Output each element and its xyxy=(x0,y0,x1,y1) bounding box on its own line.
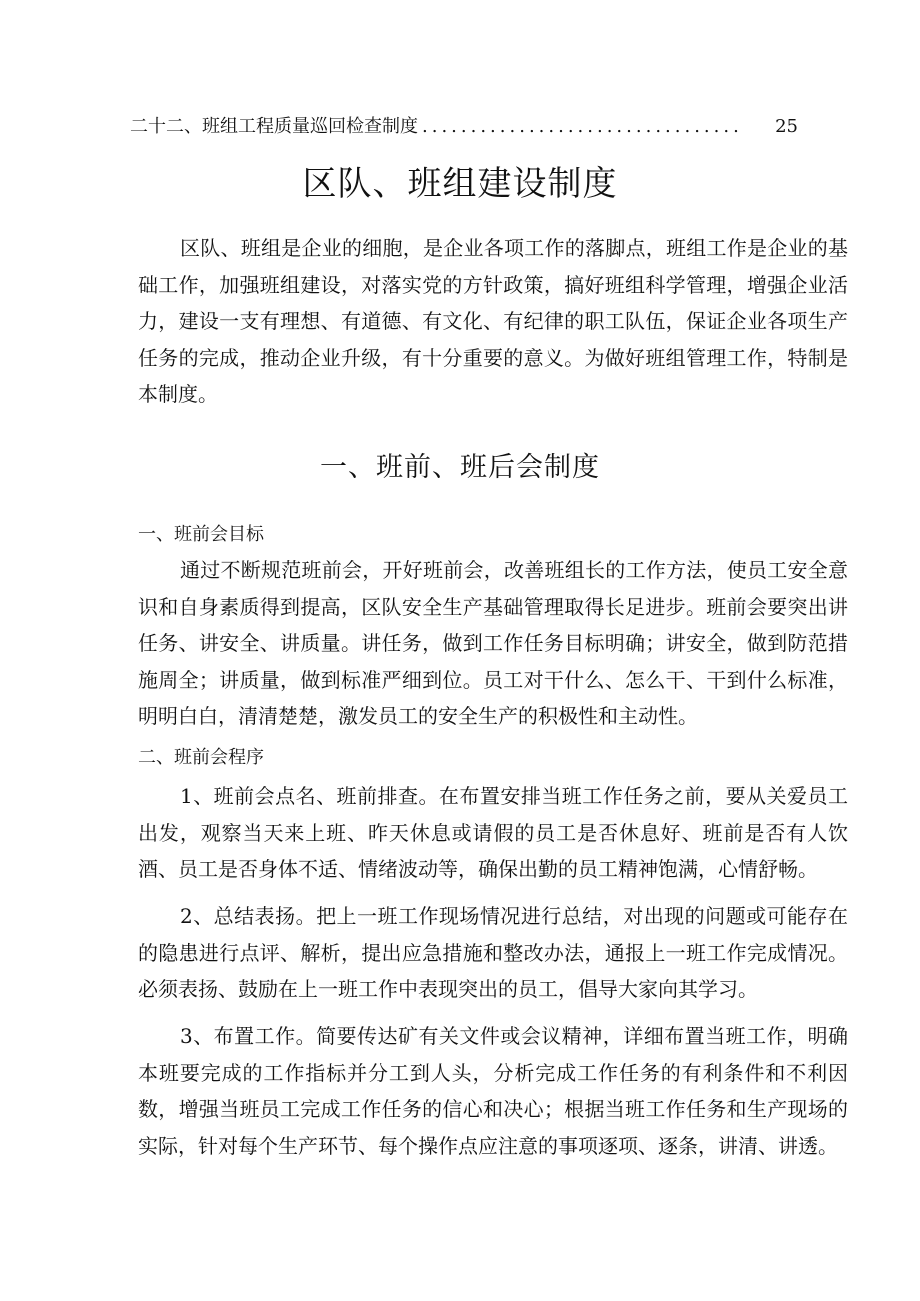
intro-paragraph: 区队、班组是企业的细胞，是企业各项工作的落脚点，班组工作是企业的基础工作，加强班组建设，对落实党的方针政策，搞好班组科学管理，增强企业活力，建设一支有理想、有道德、有文化、有纪律的职工队伍，保证企业各项生产任务的完成，推动企业升级，有十分重要的意义。为做好班组管理工作，特制是本制度。 xyxy=(138,236,848,406)
toc-entry[interactable] xyxy=(130,114,798,140)
goal-paragraph: 通过不断规范班前会，开好班前会，改善班组长的工作方法，使员工安全意识和自身素质得到提高，区队安全生产基础管理取得长足进步。班前会要突出讲任务、讲安全、讲质量。讲任务，做到工作任务目标明确；讲安全，做到防范措施周全；讲质量，做到标准严细到位。员工对干什么、怎么干、干到什么标准，明明白白，清清楚楚，激发员工的安全生产的积极性和主动性。 xyxy=(138,558,848,728)
subheading-procedure: 二、班前会程序 xyxy=(138,747,264,768)
document-title: 区队、班组建设制度 xyxy=(302,164,618,204)
toc-entry-title: 二十二、班组工程质量巡回检查制度 xyxy=(130,116,418,137)
procedure-item-1: 1、班前会点名、班前排查。在布置安排当班工作任务之前，要从关爱员工出发，观察当天来上班、昨天休息或请假的员工是否休息好、班前是否有人饮酒、员工是否身体不适、情绪波动等，确保出勤的员工精神饱满，心情舒畅。 xyxy=(138,784,848,881)
procedure-item-2: 2、总结表扬。把上一班工作现场情况进行总结，对出现的问题或可能存在的隐患进行点评、解析，提出应急措施和整改办法，通报上一班工作完成情况。必须表扬、鼓励在上一班工作中表现突出的员工，倡导大家向其学习。 xyxy=(138,904,848,1001)
toc-leader-dots: ................................. xyxy=(422,116,743,137)
procedure-item-3: 3、布置工作。简要传达矿有关文件或会议精神，详细布置当班工作，明确本班要完成的工作指标并分工到人头，分析完成工作任务的有利条件和不利因数，增强当班员工完成工作任务的信心和决心；根据当班工作任务和生产现场的实际，针对每个生产环节、每个操作点应注意的事项逐项、逐条，讲清、讲透。 xyxy=(138,1024,848,1158)
toc-page-number: 25 xyxy=(775,116,798,137)
section-title: 一、班前、班后会制度 xyxy=(320,452,600,483)
subheading-goal: 一、班前会目标 xyxy=(138,524,264,545)
